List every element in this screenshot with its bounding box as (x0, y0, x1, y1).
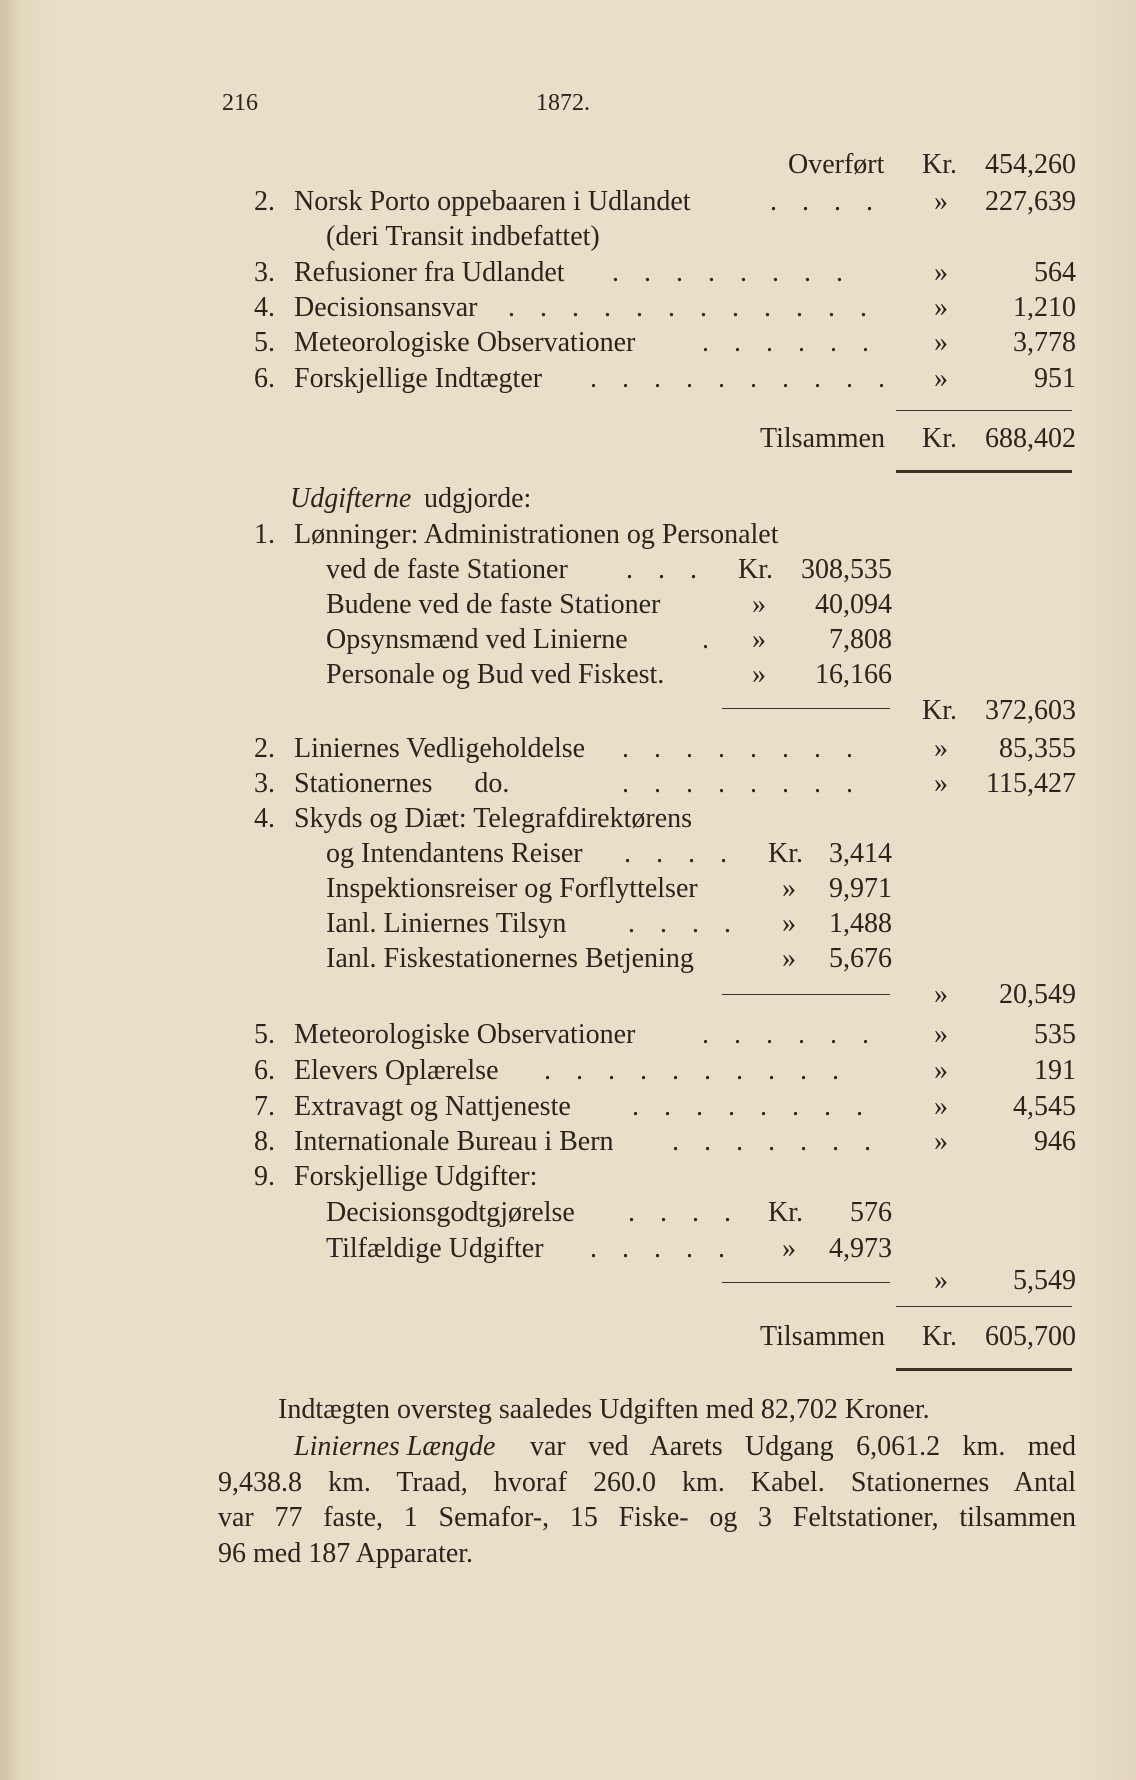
income-total-label: Tilsammen (760, 423, 885, 454)
income-item-num: 4. (254, 292, 275, 323)
expense-item-label: Liniernes Vedligeholdelse (294, 733, 586, 764)
sub-item-mark: » (752, 659, 766, 690)
sub-item-amount: 576 (850, 1197, 892, 1228)
expense-item-amount: 191 (1034, 1055, 1076, 1086)
income-item-dots: . . . . . . . . (612, 257, 852, 288)
expense-item-label: Forskjellige Udgifter: (294, 1161, 538, 1192)
carried-label: Overført (788, 149, 885, 180)
subtotal-rule (722, 994, 890, 995)
sub-item-dots: . . . . (628, 1197, 740, 1228)
income-item-label: Norsk Porto oppebaaren i Udlandet (294, 186, 691, 217)
expense-item-num: 3. (254, 768, 275, 799)
income-item-label: Refusioner fra Udlandet (294, 257, 565, 288)
sub-item-amount: 3,414 (829, 838, 892, 869)
expenses-heading-italic: Udgifterne (290, 483, 412, 514)
expense-item-num: 1. (254, 519, 275, 550)
total-rule (896, 1368, 1072, 1371)
income-item-mark: » (934, 186, 948, 217)
income-item-label: Forskjellige Indtægter (294, 363, 543, 394)
total-rule (896, 470, 1072, 473)
income-item-mark: » (934, 257, 948, 288)
expense-item-amount: 4,545 (1013, 1091, 1076, 1122)
income-total-currency: Kr. (922, 423, 957, 454)
sub-item-mark: » (782, 908, 796, 939)
expenses-total-currency: Kr. (922, 1321, 957, 1352)
income-item-dots: . . . . (770, 186, 882, 217)
sub-item-label: Decisionsgodtgjørelse (326, 1197, 575, 1228)
sub-item-dots: . (702, 624, 709, 655)
sub-item-label: Tilfældige Udgifter (326, 1233, 544, 1264)
sub-item-label: ved de faste Stationer (326, 554, 568, 585)
income-item-label: Meteorologiske Observationer (294, 327, 636, 358)
expense-item-amount: 85,355 (999, 733, 1076, 764)
expense-item-num: 6. (254, 1055, 275, 1086)
subtotal-rule (722, 708, 890, 709)
expense-item-dots: . . . . . . . . . . (544, 1055, 848, 1086)
expense-item-mark: » (934, 1019, 948, 1050)
expense-item-mark: » (934, 979, 948, 1010)
sub-item-dots: . . . . (624, 838, 736, 869)
paragraph-length-italic: Liniernes Længde (294, 1431, 496, 1462)
sub-item-label: og Intendantens Reiser (326, 838, 583, 869)
sub-item-dots: . . . . . (590, 1233, 734, 1264)
paragraph-length-line: var 77 faste, 1 Semafor-, 15 Fiske- og 3 Feltstationer, tilsammen (218, 1502, 1076, 1533)
carried-currency: Kr. (922, 149, 957, 180)
expense-item-dots: . . . . . . . . (622, 768, 862, 799)
expense-item-label: Lønninger: Administrationen og Personalet (294, 519, 779, 550)
expense-item-num: 9. (254, 1161, 275, 1192)
income-item-num: 6. (254, 363, 275, 394)
income-item-num: 2. (254, 186, 275, 217)
income-item-mark: » (934, 292, 948, 323)
expense-item-currency: Kr. (922, 695, 957, 726)
paragraph-length-line: 96 med 187 Apparater. (218, 1538, 474, 1569)
sub-item-mark: Kr. (768, 1197, 803, 1228)
expense-item-mark: » (934, 768, 948, 799)
income-item-num: 3. (254, 257, 275, 288)
expense-item-label: Skyds og Diæt: Telegrafdirektørens (294, 803, 693, 834)
expense-item-dots: . . . . . . . (672, 1126, 880, 1157)
income-item-dots: . . . . . . . . . . (590, 363, 894, 394)
sub-item-amount: 1,488 (829, 908, 892, 939)
sub-item-dots: . . . . (628, 908, 740, 939)
expense-item-num: 4. (254, 803, 275, 834)
expense-item-num: 8. (254, 1126, 275, 1157)
income-item-label: Decisionsansvar (294, 292, 478, 323)
expense-item-num: 2. (254, 733, 275, 764)
sub-item-label: Ianl. Fiskestationernes Betjening (326, 943, 694, 974)
expense-item-amount: 115,427 (986, 768, 1076, 799)
sub-item-amount: 5,676 (829, 943, 892, 974)
expense-item-mark: » (934, 1126, 948, 1157)
expense-item-mark: » (934, 1055, 948, 1086)
expense-item-amount: 20,549 (999, 979, 1076, 1010)
expenses-total-label: Tilsammen (760, 1321, 885, 1352)
sub-item-mark: Kr. (738, 554, 773, 585)
subtotal-rule (896, 1306, 1072, 1307)
carried-amount: 454,260 (985, 149, 1076, 180)
expense-item-dots: . . . . . . . . (622, 733, 862, 764)
expense-item-mark: » (934, 1091, 948, 1122)
subtotal-rule (722, 1282, 890, 1283)
expense-item-label: Elevers Oplærelse (294, 1055, 499, 1086)
sub-item-amount: 40,094 (815, 589, 892, 620)
expense-item-mark: » (934, 1265, 948, 1296)
income-item-mark: » (934, 327, 948, 358)
income-item-mark: » (934, 363, 948, 394)
paragraph-surplus: Indtægten oversteg saaledes Udgiften med 82,702 Kroner. (278, 1394, 930, 1425)
expense-item-amount: 5,549 (1013, 1265, 1076, 1296)
income-item-note: (deri Transit indbefattet) (326, 221, 600, 252)
sub-item-label: Personale og Bud ved Fiskest. (326, 659, 665, 690)
sub-item-dots: . . . (626, 554, 706, 585)
income-item-dots: . . . . . . . . . . . . (508, 292, 876, 323)
sub-item-mark: » (782, 873, 796, 904)
expense-item-dots: . . . . . . (702, 1019, 878, 1050)
expense-item-num: 5. (254, 1019, 275, 1050)
expense-item-num: 7. (254, 1091, 275, 1122)
subtotal-rule (896, 410, 1072, 411)
sub-item-amount: 9,971 (829, 873, 892, 904)
sub-item-label: Budene ved de faste Stationer (326, 589, 661, 620)
sub-item-label: Opsynsmænd ved Linierne (326, 624, 628, 655)
sub-item-mark: » (782, 1233, 796, 1264)
expenses-heading: udgjorde: (424, 483, 532, 514)
sub-item-amount: 7,808 (829, 624, 892, 655)
sub-item-amount: 16,166 (815, 659, 892, 690)
expense-item-amount: 946 (1034, 1126, 1076, 1157)
sub-item-mark: » (752, 624, 766, 655)
income-item-amount: 1,210 (1013, 292, 1076, 323)
income-item-amount: 951 (1034, 363, 1076, 394)
sub-item-mark: » (752, 589, 766, 620)
expense-item-amount: 372,603 (985, 695, 1076, 726)
income-item-amount: 3,778 (1013, 327, 1076, 358)
expense-item-label: Meteorologiske Observationer (294, 1019, 636, 1050)
income-total-amount: 688,402 (985, 423, 1076, 454)
income-item-num: 5. (254, 327, 275, 358)
income-item-amount: 564 (1034, 257, 1076, 288)
sub-item-mark: Kr. (768, 838, 803, 869)
page-year: 1872. (536, 90, 590, 116)
expense-item-label: Extravagt og Nattjeneste (294, 1091, 571, 1122)
paragraph-length-line: var ved Aarets Udgang 6,061.2 km. med (530, 1431, 1076, 1462)
sub-item-label: Ianl. Liniernes Tilsyn (326, 908, 567, 939)
sub-item-mark: » (782, 943, 796, 974)
income-item-dots: . . . . . . (702, 327, 878, 358)
sub-item-label: Inspektionsreiser og Forflyttelser (326, 873, 698, 904)
income-item-amount: 227,639 (985, 186, 1076, 217)
expense-item-label: Stationernes do. (294, 768, 510, 799)
expense-item-dots: . . . . . . . . (632, 1091, 872, 1122)
page-number: 216 (222, 90, 258, 116)
expenses-total-amount: 605,700 (985, 1321, 1076, 1352)
sub-item-amount: 308,535 (801, 554, 892, 585)
expense-item-amount: 535 (1034, 1019, 1076, 1050)
expense-item-mark: » (934, 733, 948, 764)
sub-item-amount: 4,973 (829, 1233, 892, 1264)
paragraph-length-line: 9,438.8 km. Traad, hvoraf 260.0 km. Kabel. Stationernes Antal (218, 1467, 1076, 1498)
expense-item-label: Internationale Bureau i Bern (294, 1126, 614, 1157)
